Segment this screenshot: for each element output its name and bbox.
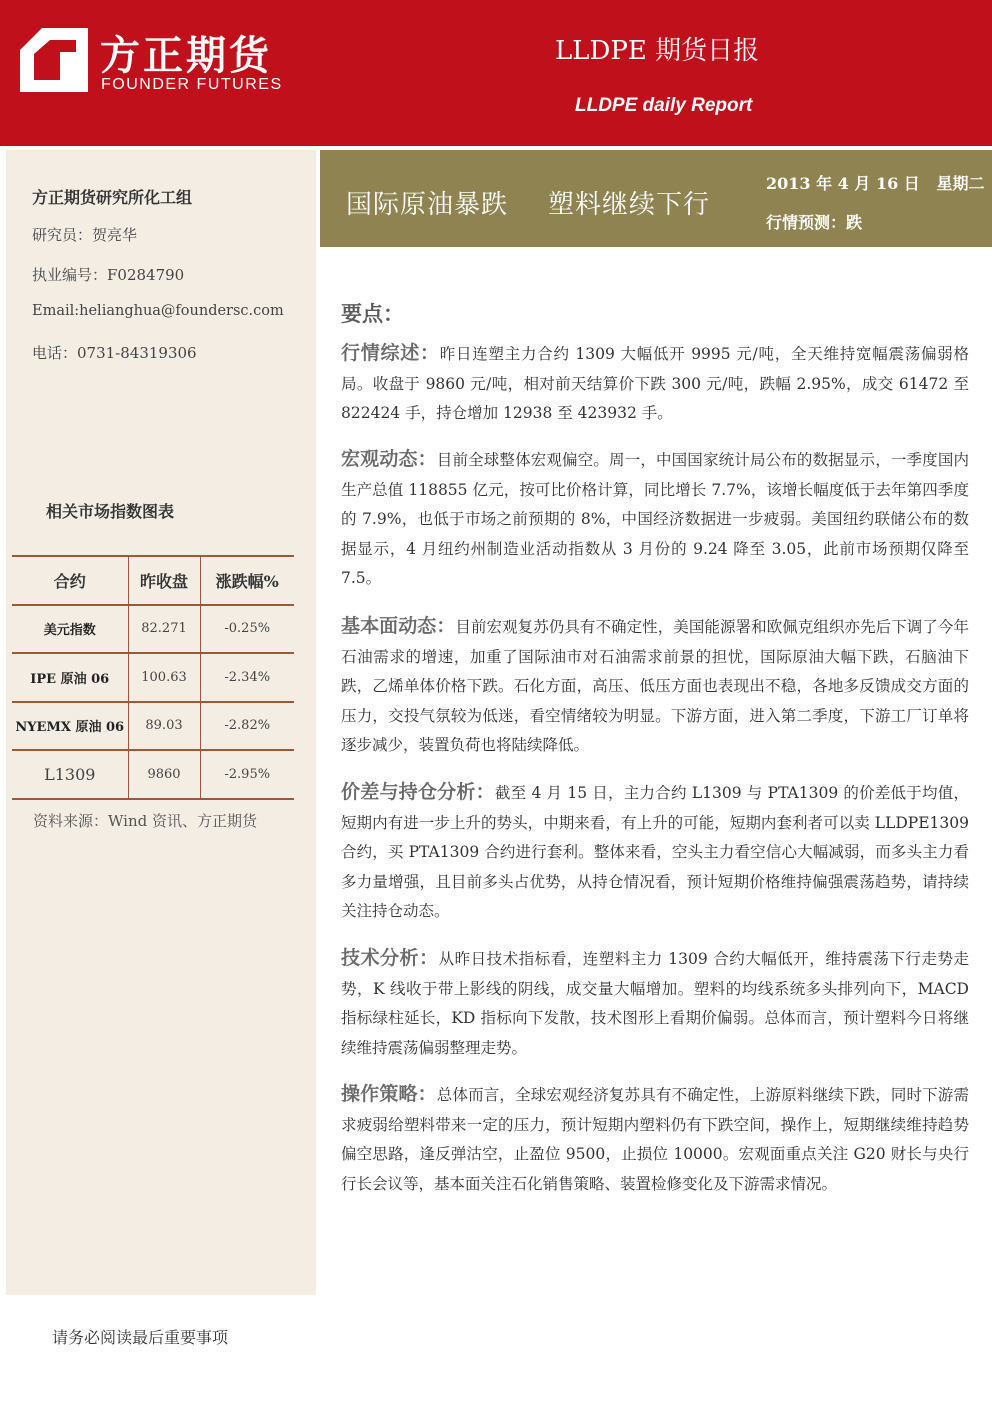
cell-close: 100.63	[128, 653, 200, 702]
headline-band	[320, 150, 992, 247]
col-close: 昨收盘	[128, 556, 200, 605]
section-fundamentals	[341, 612, 969, 761]
section-label: 操作策略：	[341, 1083, 437, 1105]
section-macro	[341, 445, 969, 594]
logo-text-en: FOUNDER FUTURES	[101, 76, 283, 93]
section-label: 宏观动态：	[341, 448, 437, 470]
report-title-cn: LLDPE 期货日报	[555, 36, 760, 66]
cell-close: 82.271	[128, 605, 200, 654]
license-number: 执业编号：F0284790	[32, 266, 185, 284]
table-row	[12, 750, 294, 799]
logo-text-cn: 方正期货	[100, 33, 272, 79]
market-table-title: 相关市场指数图表	[46, 502, 175, 521]
section-text: 目前宏观复苏仍具有不确定性，美国能源署和欧佩克组织亦先后下调了今年石油需求的增速，加重了国际油市对石油需求前景的担忧，国际原油大幅下跌，石脑油下跌，乙烯单体价格下跌。石化方面，高压、低压方面也表现出不稳，各地多反馈成交方面的压力，交投气氛较为低迷，看空情绪较为明显。下游方面，进入第二季度，下游工厂订单将逐步减少，装置负荷也将陆续降低。	[341, 618, 969, 754]
report-title-en: LLDPE daily Report	[575, 95, 753, 116]
section-label: 基本面动态：	[341, 615, 456, 637]
cell-contract: IPE 原油 06	[12, 653, 128, 702]
market-index-table	[12, 555, 294, 800]
phone: 电话：0731-84319306	[32, 344, 197, 362]
section-label: 行情综述：	[341, 342, 440, 364]
cell-contract: L1309	[12, 750, 128, 799]
cell-change: -2.95%	[200, 750, 294, 799]
cell-change: -2.34%	[200, 653, 294, 702]
researcher: 研究员：贺亮华	[32, 226, 138, 244]
email[interactable]: Email:helianghua@foundersc.com	[32, 303, 284, 319]
cell-contract: NYEMX 原油 06	[12, 702, 128, 751]
col-contract: 合约	[12, 556, 128, 605]
headline	[346, 184, 710, 221]
cell-change: -0.25%	[200, 605, 294, 654]
table-row	[12, 605, 294, 654]
table-row	[12, 702, 294, 751]
section-spread-position	[341, 778, 969, 927]
section-text: 昨日连塑主力合约 1309 大幅低开 9995 元/吨，全天维持宽幅震荡偏弱格局。收盘于 9860 元/吨，相对前天结算价下跌 300 元/吨，跌幅 2.95%，成交 61472 至 822424 手，持仓增加 12938 至 423932 手。	[341, 345, 969, 422]
report-header	[0, 0, 992, 146]
founder-logo-icon	[20, 28, 88, 92]
data-source-note: 资料来源：Wind 资讯、方正期货	[33, 812, 257, 830]
keypoints-heading: 要点：	[341, 301, 404, 326]
table-header-row	[12, 556, 294, 605]
cell-close: 9860	[128, 750, 200, 799]
cell-contract: 美元指数	[12, 605, 128, 654]
section-text: 目前全球整体宏观偏空。周一，中国国家统计局公布的数据显示，一季度国内生产总值 118855 亿元，按可比价格计算，同比增长 7.7%，该增长幅度低于去年第四季度的 7.9%，也低于市场之前预期的 8%，中国经济数据进一步疲弱。美国纽约联储公布的数据显示，4 月纽约州制造业活动指数从 3 月份的 9.24 降至 3.05，此前市场预期仅降至 7.5。	[341, 451, 969, 587]
section-label: 价差与持仓分析：	[341, 781, 495, 803]
section-text: 从昨日技术指标看，连塑料主力 1309 合约大幅低开，维持震荡下行走势走势，K 线收于带上影线的阴线，成交量大幅增加。塑料的均线系统多头排列向下，MACD 指标绿柱延长，KD 指标向下发散，技术图形上看期价偏弱。总体而言，预计塑料今日将继续维持震荡偏弱整理走势。	[341, 950, 969, 1057]
table-row	[12, 653, 294, 702]
cell-change: -2.82%	[200, 702, 294, 751]
section-label: 技术分析：	[341, 947, 439, 969]
cell-close: 89.03	[128, 702, 200, 751]
section-strategy	[341, 1080, 969, 1199]
report-date: 2013 年 4 月 16 日 星期二	[766, 174, 985, 193]
disclaimer-note: 请务必阅读最后重要事项	[52, 1328, 229, 1347]
org-name: 方正期货研究所化工组	[32, 188, 193, 207]
col-change: 涨跌幅%	[200, 556, 294, 605]
section-text: 总体而言，全球宏观经济复苏具有不确定性，上游原料继续下跌，同时下游需求疲弱给塑料带来一定的压力，预计短期内塑料仍有下跌空间，操作上，短期继续维持趋势偏空思路，逢反弹沽空，止盈位 9500，止损位 10000。宏观面重点关注 G20 财长与央行行长会议等，基本面关注石化销售策略、装置检修变化及下游需求情况。	[341, 1086, 969, 1193]
section-market-review	[341, 339, 969, 429]
section-technical	[341, 944, 969, 1063]
headline-part-a: 国际原油暴跌	[346, 190, 509, 220]
forecast: 行情预测：跌	[766, 213, 863, 232]
headline-part-b: 塑料继续下行	[548, 190, 711, 220]
section-text: 截至 4 月 15 日，主力合约 L1309 与 PTA1309 的价差低于均值，短期内有进一步上升的势头，中期来看，有上升的可能，短期内套利者可以卖 LLDPE1309 合约，买 PTA1309 合约进行套利。整体来看，空头主力看空信心大幅减弱，而多头主力看多力量增强，且目前多头占优势，从持仓情况看，预计短期价格维持偏强震荡趋势，请持续关注持仓动态。	[341, 784, 969, 920]
